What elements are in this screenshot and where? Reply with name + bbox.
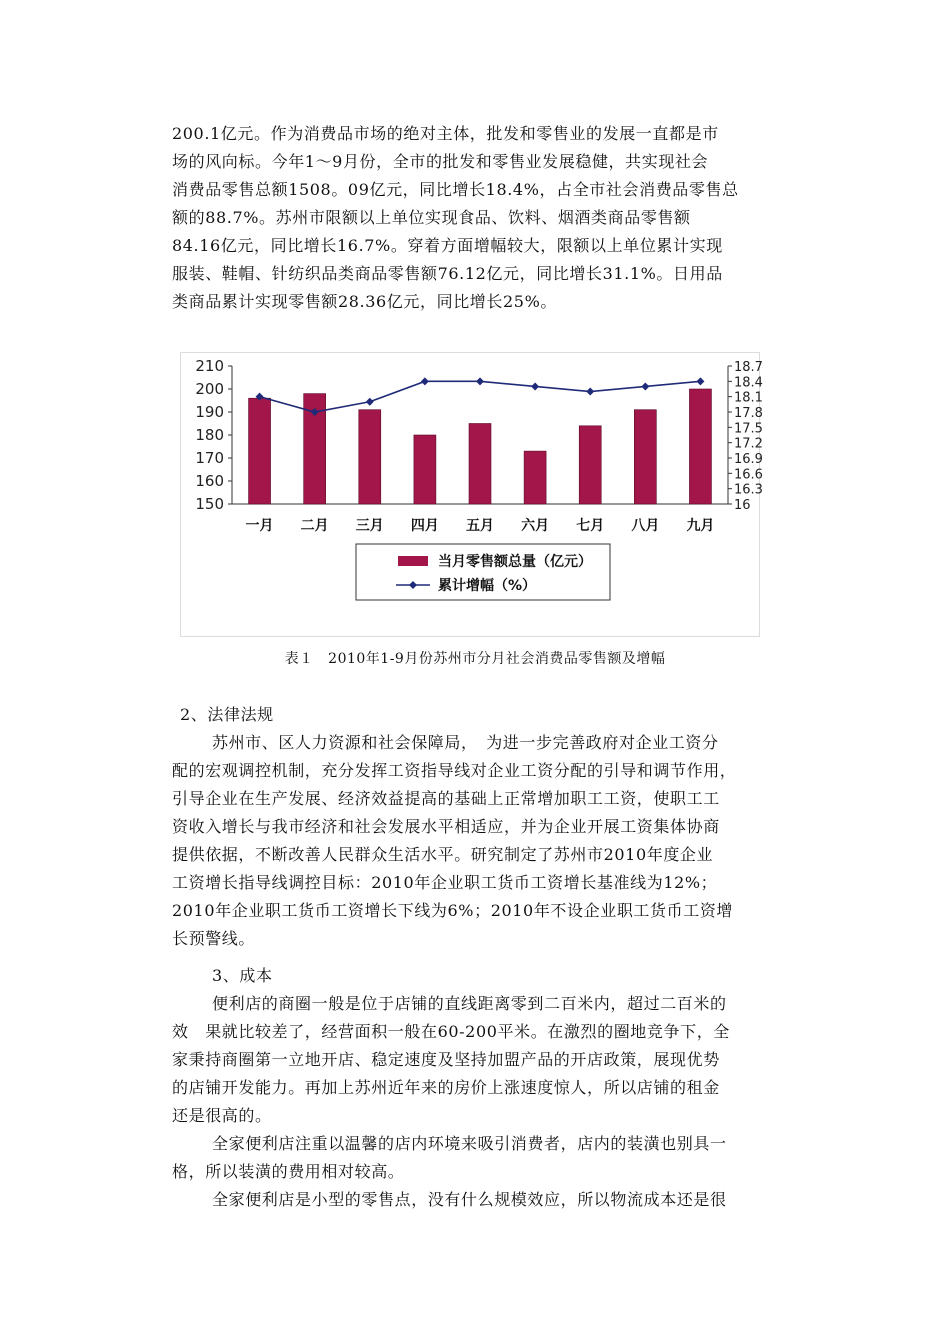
paragraph-cost	[172, 990, 812, 1214]
right-tick-label: 18.7	[734, 360, 763, 375]
right-tick-label: 16.3	[734, 482, 763, 498]
text-line: 2010年企业职工货币工资增长下线为6%；2010年不设企业职工货币工资增	[172, 901, 734, 920]
legend-bar-swatch	[398, 556, 428, 566]
text-line: 提供依据，不断改善人民群众生活水平。研究制定了苏州市2010年度企业	[172, 845, 714, 864]
left-tick-label: 160	[195, 472, 224, 490]
right-tick-label: 17.2	[734, 436, 763, 452]
text-line: 场的风向标。今年1～9月份，全市的批发和零售业发展稳健，共实现社会	[172, 152, 709, 171]
section-3-heading: 3、成本	[212, 966, 273, 985]
left-tick-label: 190	[195, 403, 224, 421]
x-tick-label: 一月	[245, 518, 274, 534]
retail-chart-svg	[180, 352, 763, 637]
bar	[689, 389, 711, 504]
section-2-heading: 2、法律法规	[180, 705, 274, 724]
right-tick-label: 16.9	[734, 452, 763, 467]
x-tick-label: 三月	[355, 518, 384, 534]
text-line: 格，所以装潢的费用相对较高。	[172, 1162, 405, 1181]
text-line: 引导企业在生产发展、经济效益提高的基础上正常增加职工工资，使职工工	[172, 789, 720, 808]
text-line: 效 果就比较差了，经营面积一般在60-200平米。在激烈的圈地竞争下，全	[172, 1022, 730, 1041]
text-line: 便利店的商圈一般是位于店铺的直线距离零到二百米内，超过二百米的	[212, 994, 727, 1013]
text-line: 资收入增长与我市经济和社会发展水平相适应，并为企业开展工资集体协商	[172, 817, 720, 836]
text-line: 还是很高的。	[172, 1106, 272, 1125]
x-tick-label: 二月	[300, 518, 329, 534]
bar	[634, 410, 656, 504]
text-line: 全家便利店是小型的零售点，没有什么规模效应，所以物流成本还是很	[212, 1190, 727, 1209]
right-tick-label: 17.8	[734, 406, 763, 421]
x-tick-label: 七月	[576, 518, 605, 534]
x-tick-label: 四月	[410, 518, 439, 534]
text-line: 服装、鞋帽、针纺织品类商品零售额76.12亿元，同比增长31.1%。日用品	[172, 264, 723, 283]
bar	[579, 426, 601, 504]
left-tick-label: 170	[195, 449, 224, 467]
bar	[414, 435, 436, 504]
paragraph-law	[172, 729, 812, 953]
bar	[359, 410, 381, 504]
x-tick-label: 六月	[521, 518, 550, 534]
text-line: 的店铺开发能力。再加上苏州近年来的房价上涨速度惊人，所以店铺的租金	[172, 1078, 720, 1097]
left-tick-label: 200	[195, 380, 224, 398]
text-line: 配的宏观调控机制，充分发挥工资指导线对企业工资分配的引导和调节作用，	[172, 761, 737, 780]
text-line: 工资增长指导线调控目标：2010年企业职工货币工资增长基准线为12%；	[172, 873, 718, 892]
paragraph-retail-overview	[172, 120, 812, 316]
right-tick-label: 16.6	[734, 467, 763, 483]
right-tick-label: 17.5	[734, 421, 763, 437]
text-line: 长预警线。	[172, 929, 256, 948]
x-tick-label: 五月	[466, 518, 494, 534]
text-line: 84.16亿元，同比增长16.7%。穿着方面增幅较大，限额以上单位累计实现	[172, 236, 723, 255]
right-tick-label: 18.4	[734, 375, 763, 391]
right-tick-label: 18.1	[734, 390, 763, 406]
bar	[469, 424, 491, 505]
chart-caption: 表１ 2010年1-9月份苏州市分月社会消费品零售额及增幅	[284, 651, 666, 667]
retail-chart	[180, 352, 763, 637]
text-line: 额的88.7%。苏州市限额以上单位实现食品、饮料、烟酒类商品零售额	[172, 208, 691, 227]
right-tick-label: 16	[734, 498, 751, 513]
text-line: 200.1亿元。作为消费品市场的绝对主体，批发和零售业的发展一直都是市	[172, 124, 719, 143]
x-tick-label: 八月	[631, 518, 660, 534]
legend-label-line: 累计增幅（%）	[438, 578, 537, 594]
text-line: 消费品零售总额1508。09亿元，同比增长18.4%，占全市社会消费品零售总	[172, 180, 739, 199]
bar	[249, 398, 271, 504]
legend-label-bar: 当月零售额总量（亿元）	[438, 554, 592, 570]
x-tick-label: 九月	[686, 518, 715, 534]
left-tick-label: 150	[195, 495, 224, 513]
text-line: 全家便利店注重以温馨的店内环境来吸引消费者，店内的装潢也别具一	[212, 1134, 727, 1153]
text-line: 类商品累计实现零售额28.36亿元，同比增长25%。	[172, 292, 557, 311]
left-tick-label: 210	[195, 357, 224, 375]
text-line: 苏州市、区人力资源和社会保障局， 为进一步完善政府对企业工资分	[212, 733, 719, 752]
bar	[524, 451, 546, 504]
left-tick-label: 180	[195, 426, 224, 444]
text-line: 家秉持商圈第一立地开店、稳定速度及坚持加盟产品的开店政策，展现优势	[172, 1050, 720, 1069]
